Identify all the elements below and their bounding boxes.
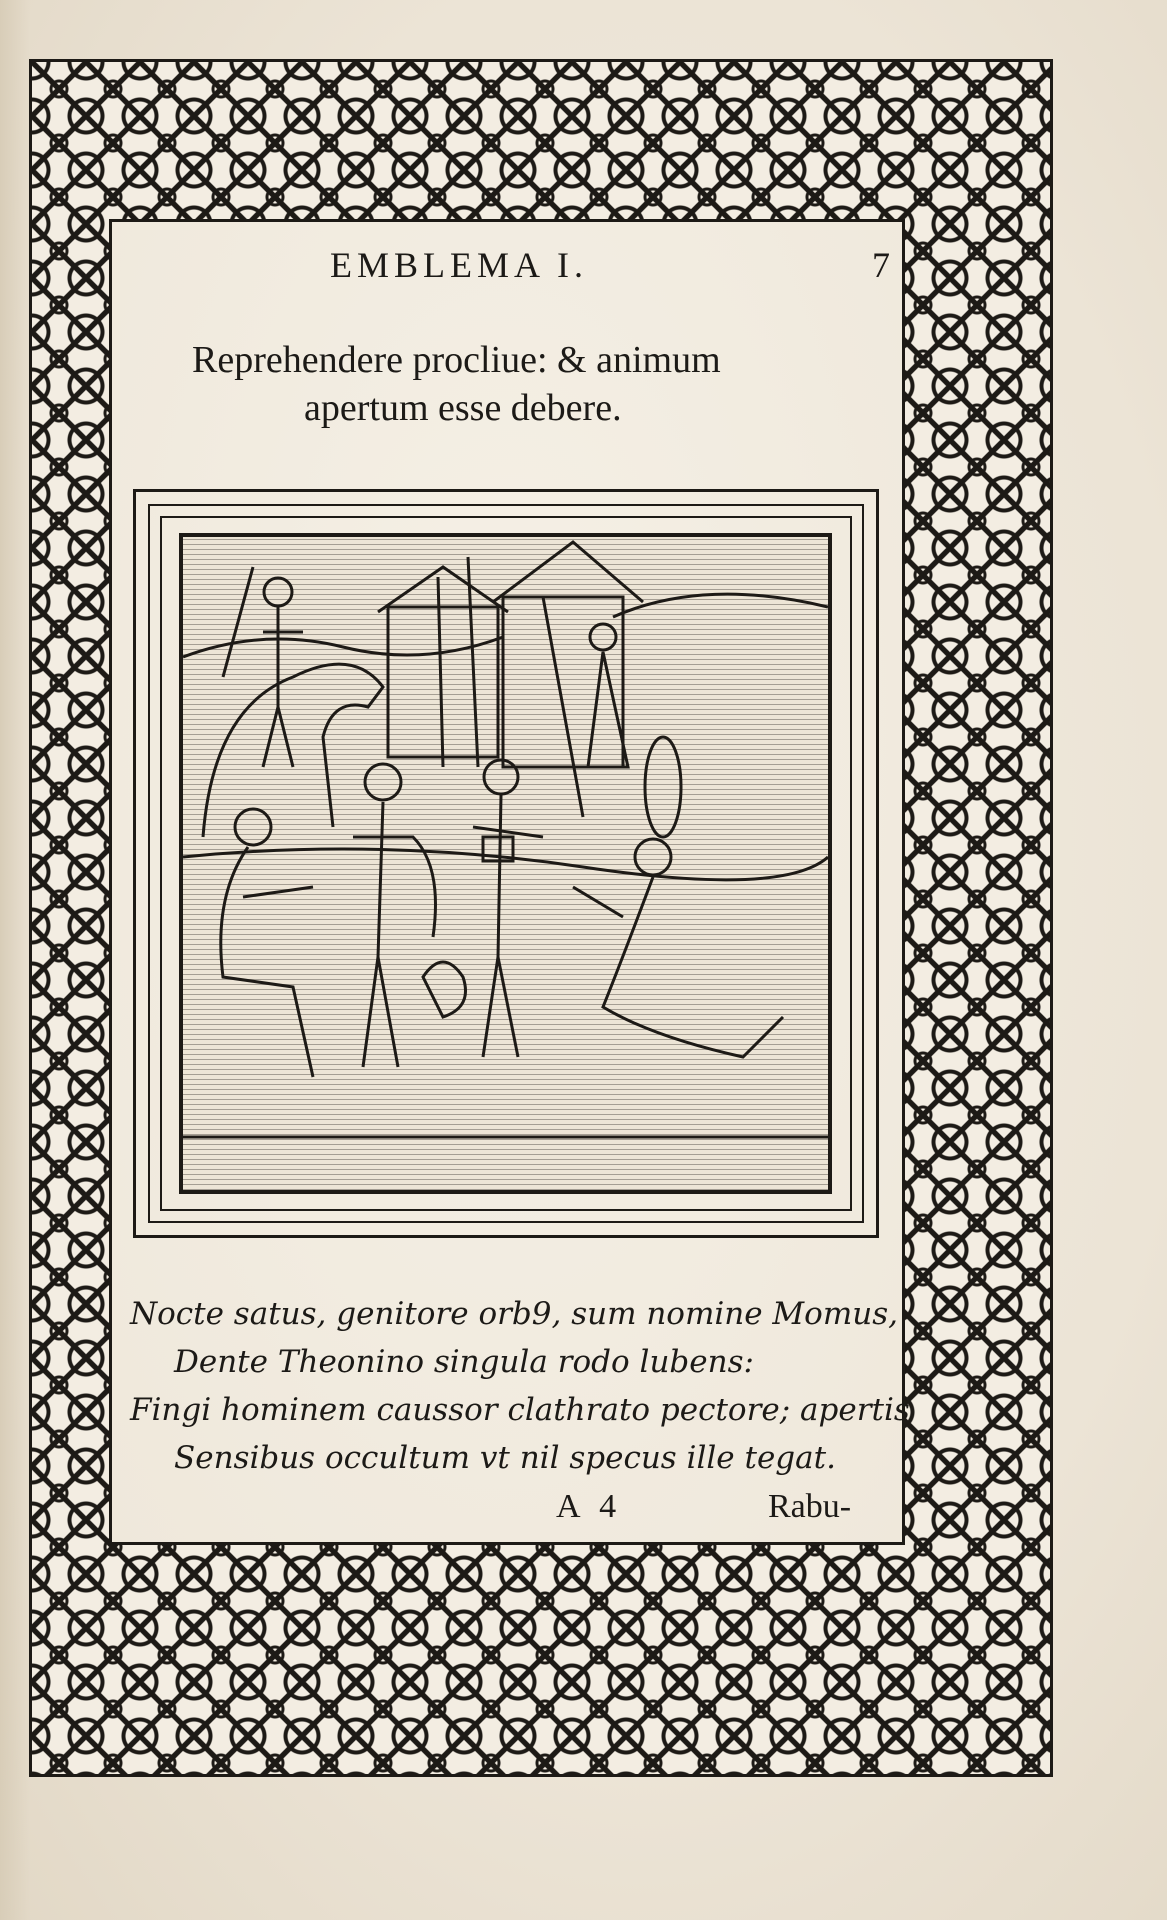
running-header — [330, 244, 890, 294]
motto-line-1: Reprehendere procliue: & animum — [192, 339, 721, 381]
verse-line-1: Nocte satus, genitore orb9, sum nomine Momus, — [130, 1296, 898, 1332]
woodcut-illustration — [179, 533, 832, 1194]
rooster — [423, 962, 466, 1017]
neptune-head — [264, 578, 292, 606]
tower-roof — [378, 567, 508, 612]
page-number: 7 — [872, 245, 890, 285]
momus-head — [635, 839, 671, 875]
catchword: Rabu- — [768, 1488, 852, 1525]
house — [503, 597, 623, 767]
man-head — [484, 760, 518, 794]
minerva-head — [590, 624, 616, 650]
ground-line — [183, 849, 828, 880]
verse-line-3: Fingi hominem caussor clathrato pectore; apertis — [130, 1392, 910, 1428]
hill-line-right — [613, 594, 828, 617]
horse — [203, 664, 383, 837]
vulcan-head — [235, 809, 271, 845]
emblem-motto — [192, 336, 872, 432]
motto-line-2: apertum esse debere. — [304, 387, 622, 429]
momus-body — [573, 877, 783, 1057]
trident — [223, 567, 253, 677]
emblem-verse — [130, 1290, 910, 1482]
vulcan-body — [221, 847, 313, 1077]
emblem-title: EMBLEMA I. — [330, 245, 589, 285]
verse-line-2: Dente Theonino singula rodo lubens: — [174, 1344, 754, 1380]
house-roof — [493, 542, 643, 602]
minerva-shield — [645, 737, 681, 837]
verse-line-4: Sensibus occultum vt nil specus ille tegat. — [174, 1440, 836, 1476]
youth-head — [365, 764, 401, 800]
man-body — [473, 795, 543, 1057]
woodcut-scene — [183, 537, 828, 1190]
youth-body — [353, 802, 436, 1067]
signature-mark: A 4 — [556, 1488, 623, 1525]
neptune-body — [263, 607, 303, 767]
